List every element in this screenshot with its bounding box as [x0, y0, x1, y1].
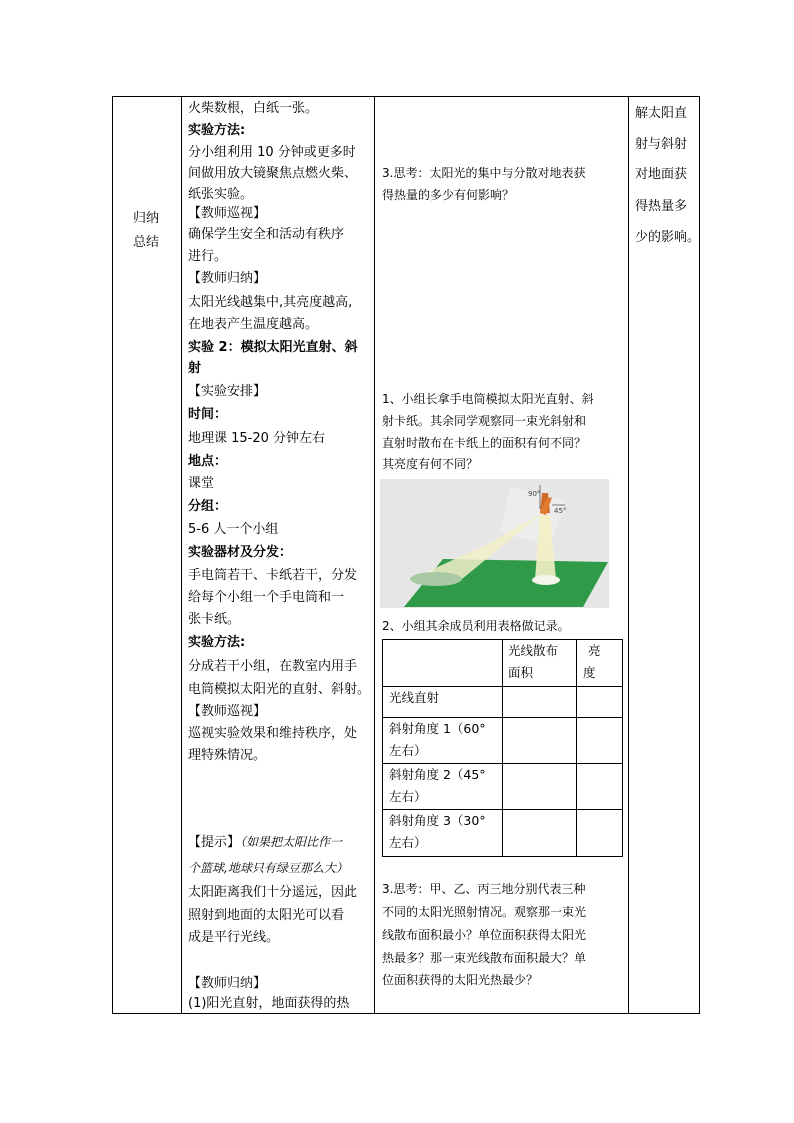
question-text: 热最多？那一束光线散布面积最大？单 — [382, 951, 587, 965]
heading: 实验方法: — [188, 635, 246, 650]
text-line: 给每个小组一个手电筒和一 — [188, 590, 345, 605]
question-text: 3.思考：甲、乙、丙三地分别代表三种 — [382, 882, 586, 896]
intent-text: 解太阳直 — [635, 106, 688, 121]
text-line: 巡视实验效果和维持秩序，处 — [188, 726, 358, 741]
text-line: 进行。 — [188, 249, 228, 264]
row-label: 斜射角度 3（30° — [389, 813, 486, 828]
table-divider — [576, 640, 577, 856]
heading: 实验方法: — [188, 123, 246, 138]
question-text: 位面积获得的太阳光热最少？ — [382, 973, 539, 987]
column-divider — [628, 96, 629, 1014]
step-text: 1、小组长拿手电筒模拟太阳光直射、斜 — [382, 392, 594, 406]
text-line: 太阳光线越集中,其亮度越高, — [188, 295, 353, 310]
text-line: 确保学生安全和活动有秩序 — [188, 227, 345, 242]
question-text: 得热量的多少有何影响？ — [382, 188, 515, 202]
text-line: 地理课 15-20 分钟左右 — [188, 431, 326, 446]
angle-label: 90° — [528, 490, 541, 498]
heading: 射 — [188, 361, 202, 376]
step-text: 射卡纸。其余同学观察同一束光斜射和 — [382, 414, 587, 428]
heading: 分组： — [188, 499, 228, 514]
heading: 时间： — [188, 407, 228, 422]
oblique-light-spot — [410, 572, 462, 586]
text-line: 间做用放大镜聚焦点燃火柴、 — [188, 166, 358, 181]
flashlight-experiment-photo — [380, 479, 609, 608]
column-header: 度 — [583, 665, 596, 680]
text-line: 课堂 — [188, 476, 215, 491]
intent-text: 得热量多 — [635, 199, 688, 214]
section-label: 归纳 — [133, 211, 160, 226]
text-line: 纸张实验。 — [188, 187, 254, 202]
row-label: 左右） — [389, 835, 427, 850]
heading: 【实验安排】 — [188, 384, 267, 399]
column-divider — [181, 96, 182, 1014]
direct-light-spot — [532, 575, 560, 585]
text-line: 在地表产生温度越高。 — [188, 317, 319, 332]
column-header: 光线散布 — [508, 643, 559, 658]
step-text: 2、小组其余成员利用表格做记录。 — [382, 619, 570, 633]
heading: 【教师巡视】 — [188, 206, 267, 221]
row-label: 斜射角度 2（45° — [389, 767, 486, 782]
step-text: 直射时散布在卡纸上的面积有何不同？ — [382, 436, 587, 450]
tip-paragraph — [188, 832, 342, 853]
text-line: 5-6 人一个小组 — [188, 522, 279, 537]
tip-note: （如果把太阳比作一 — [240, 835, 343, 849]
row-label: 斜射角度 1（60° — [389, 721, 486, 736]
question-text: 3.思考：太阳光的集中与分散对地表获 — [382, 166, 586, 180]
record-table — [382, 639, 623, 857]
step-text: 其亮度有何不同？ — [382, 457, 479, 471]
column-divider — [374, 96, 375, 1014]
row-label: 左右） — [389, 789, 427, 804]
column-header: 亮 — [588, 643, 601, 658]
angle-label: 45° — [554, 507, 567, 515]
text-line: 太阳距离我们十分遥远，因此 — [188, 885, 358, 900]
question-text: 线散布面积最小？单位面积获得太阳光 — [382, 928, 587, 942]
tip-label: 【提示】 — [188, 835, 241, 850]
row-label: 左右） — [389, 743, 427, 758]
text-line: 张卡纸。 — [188, 612, 241, 627]
intent-text: 少的影响。 — [635, 230, 701, 245]
text-line: 分成若干小组，在教室内用手 — [188, 659, 358, 674]
heading: 【教师归纳】 — [188, 976, 267, 991]
section-label: 总结 — [133, 235, 160, 250]
heading: 实验器材及分发： — [188, 545, 293, 560]
text-line: 火柴数根，白纸一张。 — [188, 101, 319, 116]
text-line: 手电筒若干、卡纸若干，分发 — [188, 568, 358, 583]
text-line: 照射到地面的太阳光可以看 — [188, 908, 345, 923]
text-line: (1)阳光直射，地面获得的热 — [188, 996, 350, 1011]
intent-text: 对地面获 — [635, 167, 688, 182]
row-label: 光线直射 — [389, 690, 440, 705]
table-divider — [502, 640, 503, 856]
heading: 实验 2：模拟太阳光直射、斜 — [188, 340, 358, 355]
intent-text: 射与斜射 — [635, 137, 688, 152]
text-line: 成是平行光线。 — [188, 930, 280, 945]
text-line: 理特殊情况。 — [188, 748, 267, 763]
heading: 【教师归纳】 — [188, 271, 267, 286]
tip-note: 个篮球,地球只有绿豆那么大） — [188, 861, 348, 875]
text-line: 电筒模拟太阳光的直射、斜射。 — [188, 682, 371, 697]
column-header: 面积 — [508, 665, 534, 680]
heading: 【教师巡视】 — [188, 704, 267, 719]
question-text: 不同的太阳光照射情况。观察那一束光 — [382, 905, 587, 919]
heading: 地点： — [188, 454, 228, 469]
text-line: 分小组利用 10 分钟或更多时 — [188, 145, 356, 160]
